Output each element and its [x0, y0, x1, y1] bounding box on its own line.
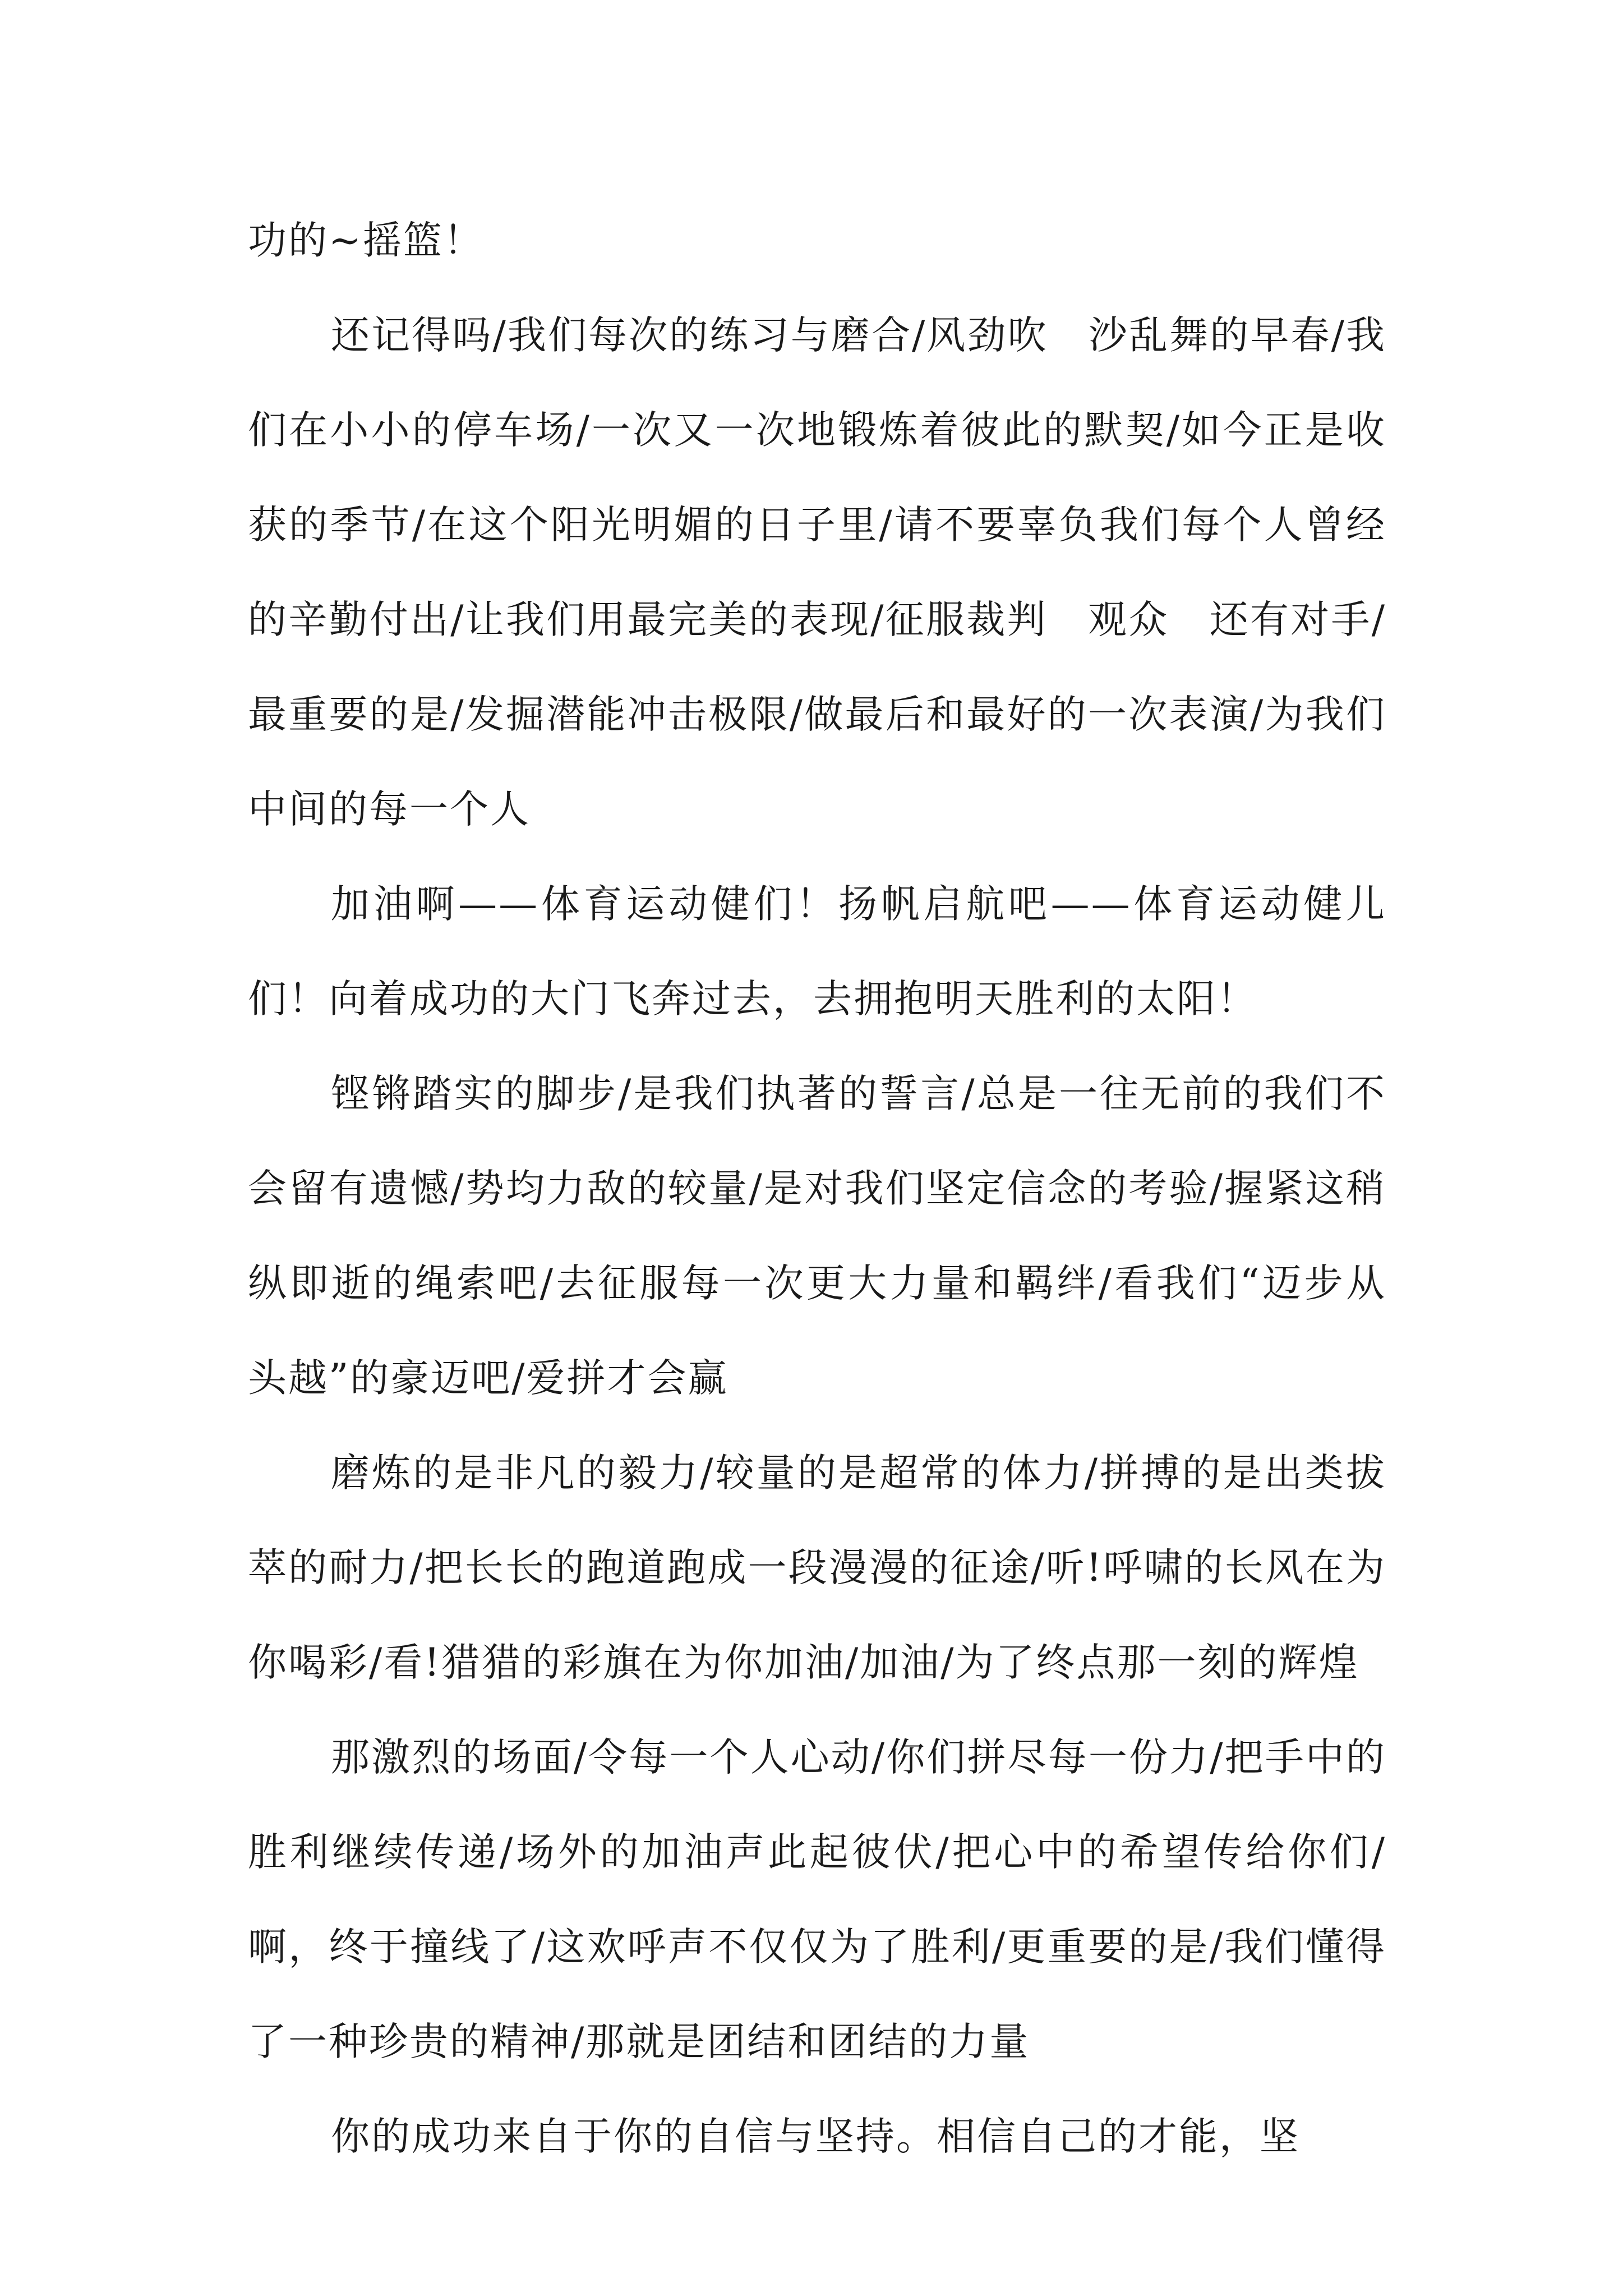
paragraph-cheer: 加油啊——体育运动健们！扬帆启航吧——体育运动健儿们！向着成功的大门飞奔过去，去拥抱明天胜利的太阳！: [248, 882, 1386, 1022]
paragraph-footsteps: 铿锵踏实的脚步/是我们执著的誓言/总是一往无前的我们不会留有遗憾/势均力敌的较量/是对我们坚定信念的考验/握紧这稍纵即逝的绳索吧/去征服每一次更大力量和羁绊/看我们“迈步从头越”的豪迈吧/爱拼才会赢: [248, 1071, 1386, 1401]
document-body: [248, 194, 1386, 2184]
paragraph-confidence: 你的成功来自于你的自信与坚持。相信自己的才能，坚: [331, 2114, 1300, 2159]
paragraph-continuation: 功的~摇篮！: [248, 218, 484, 263]
paragraph-relay: 那激烈的场面/令每一个人心动/你们拼尽每一份力/把手中的胜利继续传递/场外的加油声此起彼伏/把心中的希望传给你们/啊，终于撞线了/这欢呼声不仅仅为了胜利/更重要的是/我们懂得了一种珍贵的精神/那就是团结和团结的力量: [248, 1735, 1386, 2064]
paragraph-perseverance: 磨炼的是非凡的毅力/较量的是超常的体力/拼搏的是出类拔萃的耐力/把长长的跑道跑成一段漫漫的征途/听!呼啸的长风在为你喝彩/看!猎猎的彩旗在为你加油/加油/为了终点那一刻的辉煌: [248, 1451, 1386, 1685]
paragraph-practice-memories: 还记得吗/我们每次的练习与磨合/风劲吹 沙乱舞的早春/我们在小小的停车场/一次又一次地锻炼着彼此的默契/如今正是收获的季节/在这个阳光明媚的日子里/请不要辜负我们每个人曾经的辛勤付出/让我们用最完美的表现/征服裁判 观众 还有对手/最重要的是/发掘潜能冲击极限/做最后和最好的一次表演/为我们中间的每一个人: [248, 313, 1386, 832]
